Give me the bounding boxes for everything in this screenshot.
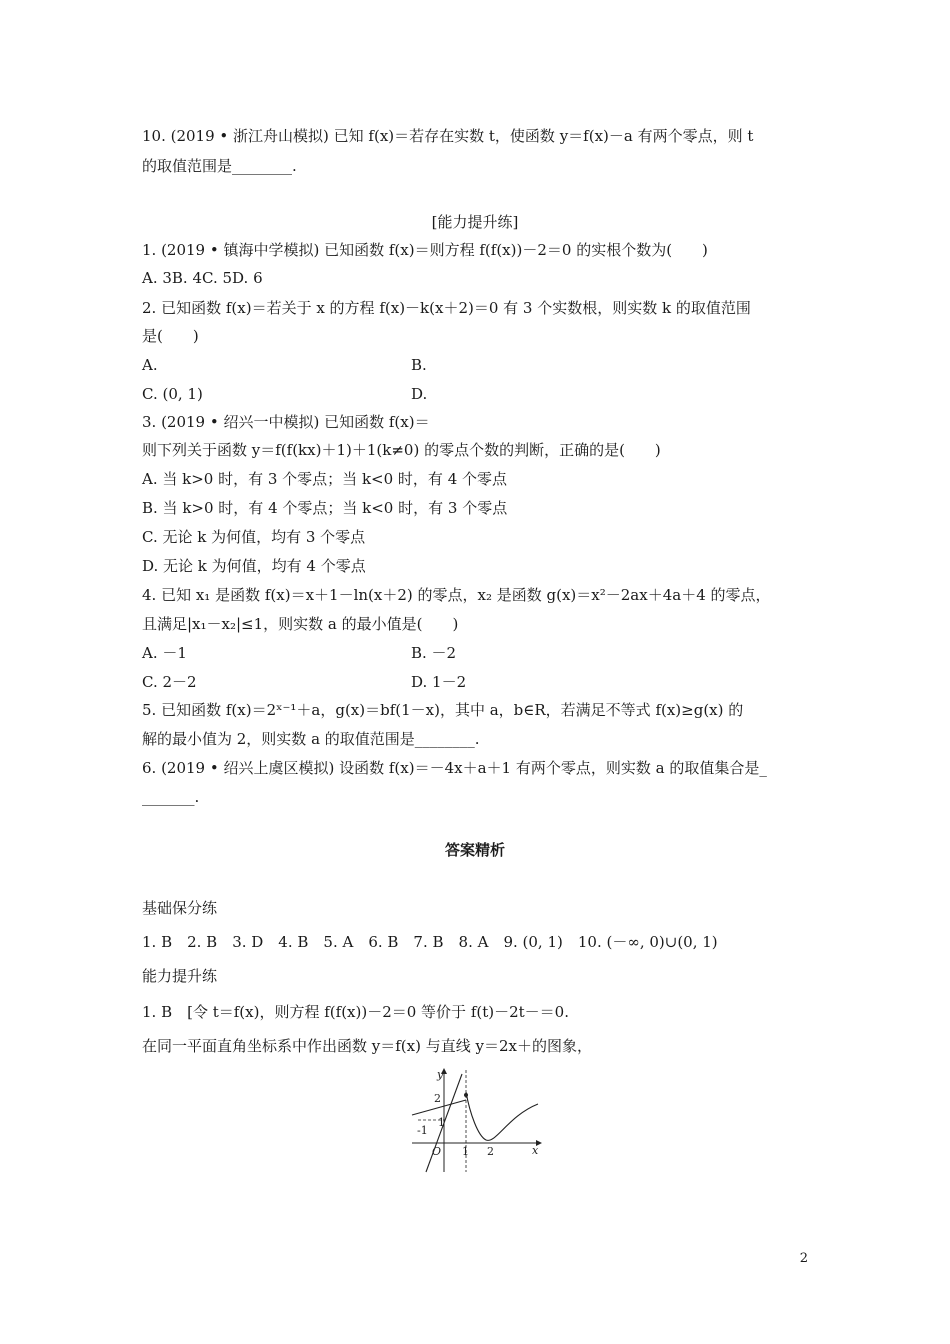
ability-q2-option-a: A.: [142, 356, 158, 374]
ability-q3-option-d: D. 无论 k 为何值，均有 4 个零点: [142, 557, 366, 575]
x-tick-neg1: -1: [417, 1124, 428, 1137]
ability-q5-line1: 5. 已知函数 f(x)＝2ˣ⁻¹＋a，g(x)＝bf(1－x)，其中 a，b∈R，若满足不等式 f(x)≥g(x) 的: [142, 701, 744, 719]
ability-q4-option-c: C. 2－2: [142, 673, 197, 691]
ability-q2-line1: 2. 已知函数 f(x)＝若关于 x 的方程 f(x)－k(x＋2)＝0 有 3 个实数根，则实数 k 的取值范围: [142, 299, 751, 317]
x-axis-label: x: [532, 1144, 539, 1157]
ability-q3-option-a: A. 当 k>0 时，有 3 个零点；当 k<0 时，有 4 个零点: [142, 470, 508, 488]
answers-ability-title: 能力提升练: [142, 967, 218, 985]
ability-q1: 1. (2019 • 镇海中学模拟) 已知函数 f(x)＝则方程 f(f(x))－2＝0 的实根个数为( ): [142, 241, 708, 259]
answers-basic-list: 1. B 2. B 3. D 4. B 5. A 6. B 7. B 8. A 9. (0, 1) 10. (－∞, 0)∪(0, 1): [142, 933, 718, 951]
x-tick-2: 2: [487, 1145, 494, 1158]
y-tick-2: 2: [434, 1092, 441, 1105]
intersection-point: [464, 1093, 468, 1097]
ability-q3-option-b: B. 当 k>0 时，有 4 个零点；当 k<0 时，有 3 个零点: [142, 499, 508, 517]
origin-label: O: [432, 1145, 442, 1158]
y-axis-label: y: [437, 1068, 444, 1081]
ability-q4-option-b: B. －2: [411, 644, 457, 662]
ability-q2-option-b: B.: [411, 356, 427, 374]
ability-section-title: [能力提升练]: [431, 213, 519, 231]
ability-q2-option-c: C. (0, 1): [142, 385, 203, 403]
ability-q3-line2: 则下列关于函数 y＝f(f(kx)＋1)＋1(k≠0) 的零点个数的判断，正确的是( ): [142, 441, 661, 459]
y-tick-1: 1: [438, 1116, 445, 1129]
ability-q3-option-c: C. 无论 k 为何值，均有 3 个零点: [142, 528, 366, 546]
answer-1-line1: 1. B [令 t＝f(x)，则方程 f(f(x))－2＝0 等价于 f(t)－2t－＝0.: [142, 1003, 569, 1021]
answer-section-title: 答案精析: [444, 841, 505, 859]
page-number: 2: [799, 1251, 808, 1266]
answers-basic-title: 基础保分练: [142, 899, 218, 917]
ability-q4-line1: 4. 已知 x₁ 是函数 f(x)＝x＋1－ln(x＋2) 的零点，x₂ 是函数 g(x)＝x²－2ax＋4a＋4 的零点，: [142, 586, 771, 604]
ability-q4-option-d: D. 1－2: [411, 673, 467, 691]
ability-q6-line1: 6. (2019 • 绍兴上虞区模拟) 设函数 f(x)＝－4x＋a＋1 有两个零点，则实数 a 的取值集合是_: [142, 759, 767, 777]
x-tick-1: 1: [462, 1145, 469, 1158]
ability-q2-line2: 是( ): [142, 327, 199, 345]
ability-q5-line2: 解的最小值为 2，则实数 a 的取值范围是________.: [142, 730, 480, 748]
ability-q4-option-a: A. －1: [142, 644, 187, 662]
ability-q3-line1: 3. (2019 • 绍兴一中模拟) 已知函数 f(x)＝: [142, 413, 430, 431]
ability-q6-line2: _______.: [142, 788, 200, 806]
curve-right-branch: [466, 1092, 538, 1140]
ability-q2-option-d: D.: [411, 385, 428, 403]
q10-line2: 的取值范围是________.: [142, 157, 297, 175]
ability-q4-line2: 且满足|x₁－x₂|≤1，则实数 a 的最小值是( ): [142, 615, 459, 633]
q10-line1: 10. (2019 • 浙江舟山模拟) 已知 f(x)＝若存在实数 t，使函数 y＝f(x)－a 有两个零点，则 t: [142, 127, 754, 145]
answer-1-line2: 在同一平面直角坐标系中作出函数 y＝f(x) 与直线 y＝2x＋的图象，: [142, 1037, 592, 1055]
ability-q1-options: A. 3B. 4C. 5D. 6: [142, 269, 263, 287]
function-graph-figure: [404, 1064, 548, 1176]
